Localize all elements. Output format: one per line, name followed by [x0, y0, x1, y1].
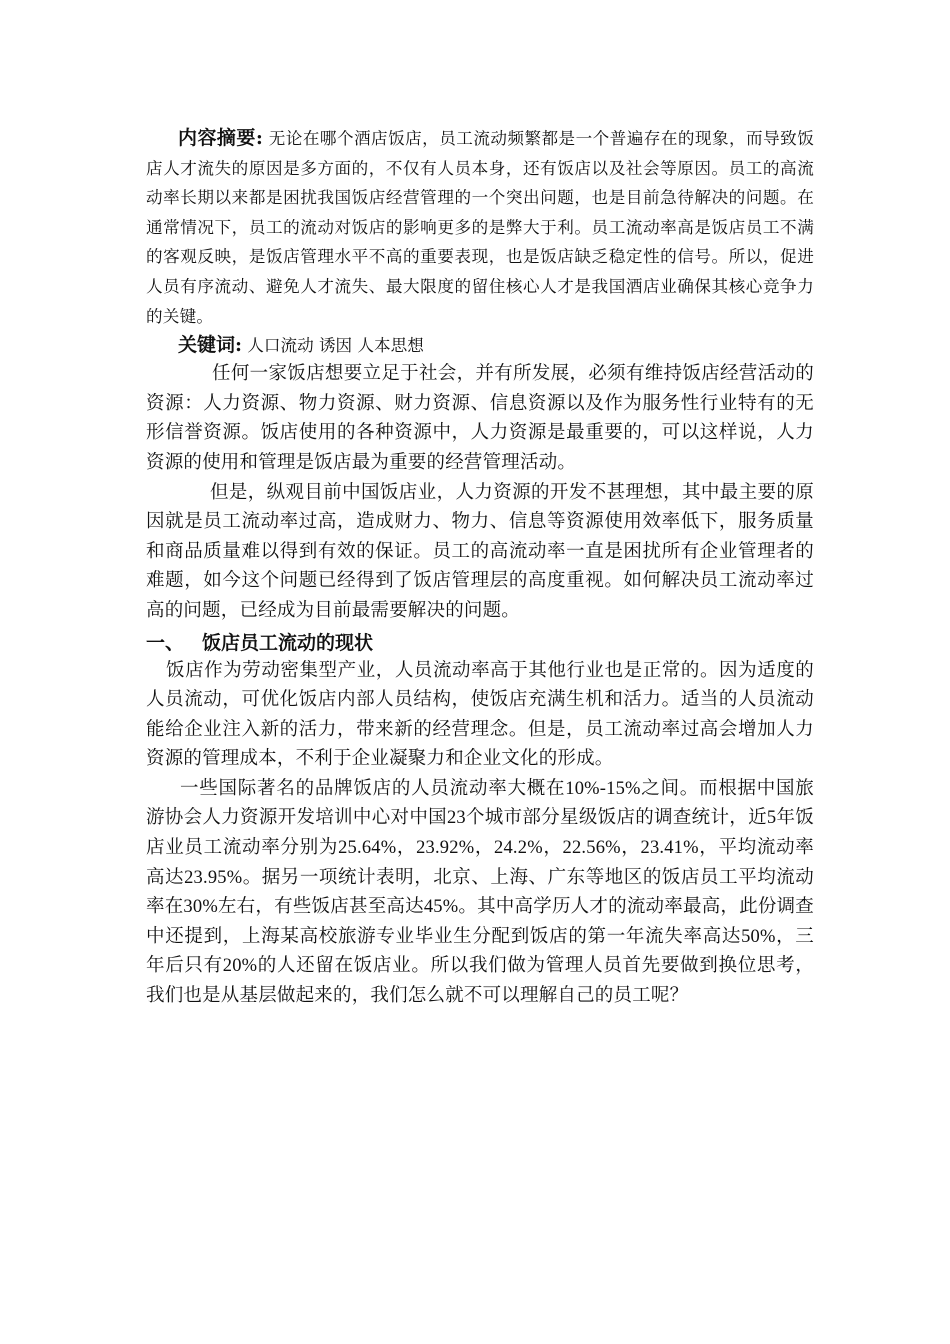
- section-heading: [146, 629, 814, 657]
- document-page: [146, 124, 814, 1012]
- section-paragraph-2-text: 一些国际著名的品牌饭店的人员流动率大概在10%-15%之间。而根据中国旅游协会人力资源开发培训中心对中国23个城市部分星级饭店的调查统计，近5年饭店业员工流动率分别为25.64%，23.92%，24.2%，22.56%，23.41%，平均流动率高达23.95%。据另一项统计表明，北京、上海、广东等地区的饭店员工平均流动率在30%左右，有些饭店甚至高达45%。其中高学历人才的流动率最高，此份调查中还提到，上海某高校旅游专业毕业生分配到饭店的第一年流失率高达50%，三年后只有20%的人还留在饭店业。: [146, 778, 814, 977]
- abstract-paragraph: [146, 124, 814, 331]
- keywords-colon: :: [235, 334, 243, 357]
- keywords-text: 人口流动 诱因 人本思想: [242, 336, 424, 356]
- intro-paragraph-1: 任何一家饭店想要立足于社会，并有所发展，必须有维持饭店经营活动的资源：人力资源、物力资源、财力资源、信息资源以及作为服务性行业特有的无形信誉资源。饭店使用的各种资源中，人力资源是最重要的，可以这样说，人力资源的使用和管理是饭店最为重要的经营管理活动。: [146, 364, 814, 473]
- section-title: 饭店员工流动的现状: [202, 631, 374, 654]
- keywords-line: [146, 331, 814, 360]
- keywords-label: 关键词: [178, 334, 236, 357]
- abstract-text: 无论在哪个酒店饭店，员工流动频繁都是一个普遍存在的现象，而导致饭店人才流失的原因是多方面的，不仅有人员本身，还有饭店以及社会等原因。员工的高流动率长期以来都是困扰我国饭店经营管理的一个突出问题，也是目前急待解决的问题。在通常情况下，员工的流动对饭店的影响更多的是弊大于利。员工流动率高是饭店员工不满的客观反映，是饭店管理水平不高的重要表现，也是饭店缺乏稳定性的信号。所以，促进人员有序流动、避免人才流失、最大限度的留住核心人才是我国酒店业确保其核心竞争力的关键。: [146, 129, 814, 326]
- abstract-label: 内容摘要: [178, 127, 256, 149]
- section-number: 一、: [146, 631, 185, 654]
- intro-paragraph-2: 但是，纵观目前中国饭店业，人力资源的开发不甚理想，其中最主要的原因就是员工流动率过高，造成财力、物力、信息等资源使用效率低下，服务质量和商品质量难以得到有效的保证。员工的高流动率一直是困扰所有企业管理者的难题，如今这个问题已经得到了饭店管理层的高度重视。如何解决员工流动率过高的问题，已经成为目前最需要解决的问题。: [146, 482, 814, 621]
- abstract-colon: :: [255, 127, 264, 149]
- section-paragraph-2: [146, 775, 814, 1012]
- section-paragraph-1: 饭店作为劳动密集型产业，人员流动率高于其他行业也是正常的。因为适度的人员流动，可优化饭店内部人员结构，使饭店充满生机和活力。适当的人员流动能给企业注入新的活力，带来新的经营理念。但是，员工流动率过高会增加人力资源的管理成本，不利于企业凝聚力和企业文化的形成。: [146, 660, 814, 770]
- section-paragraph-2-emphasis: 所以我们做为管理人员首先要做到换位思考，我们也是从基层做起来的，我们怎么就不可以理解自己的员工呢？: [146, 956, 814, 1007]
